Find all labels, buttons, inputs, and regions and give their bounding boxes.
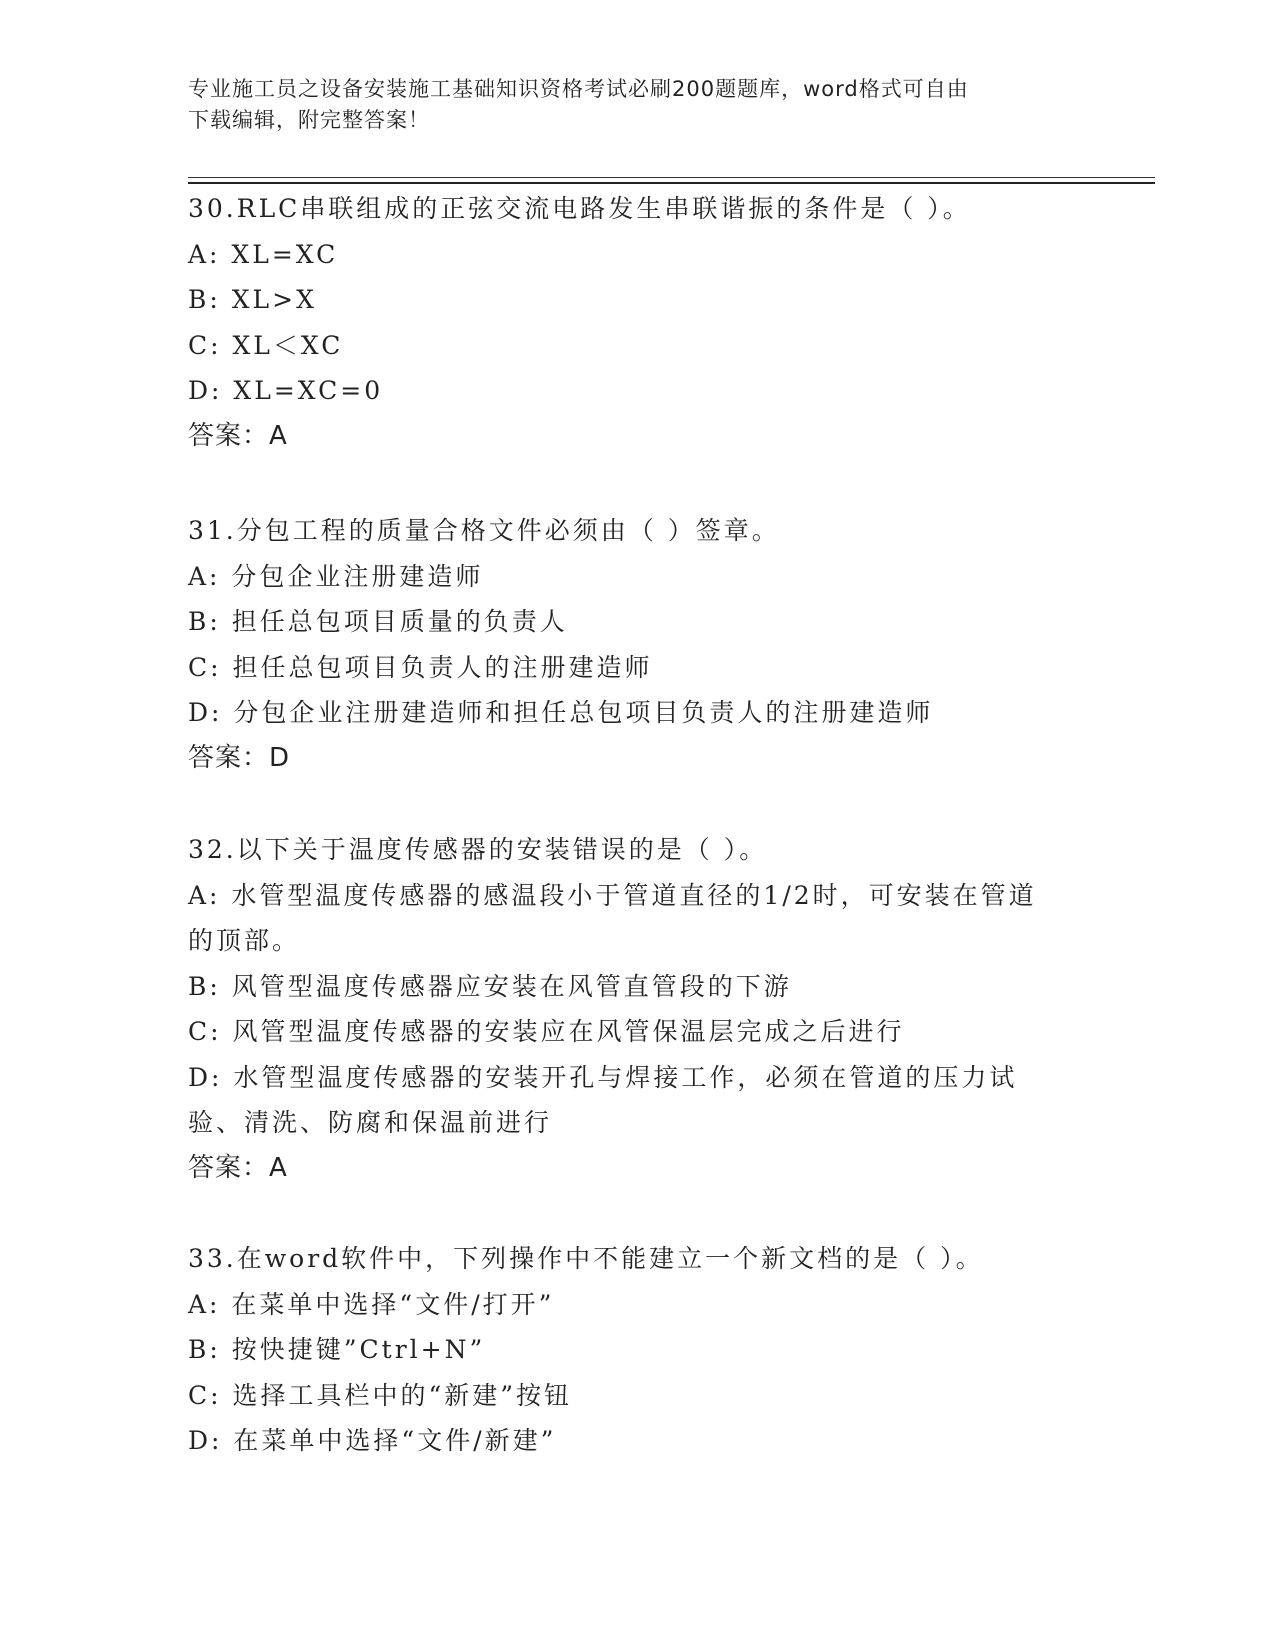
question-30 — [188, 186, 1088, 459]
option-a: A: 水管型温度传感器的感温段小于管道直径的1/2时，可安装在管道的顶部。 — [188, 880, 1037, 955]
option-b: B: 风管型温度传感器应安装在风管直管段的下游 — [188, 971, 792, 1001]
header-divider-thin — [188, 177, 1155, 178]
option-b: B: 按快捷键”Ctrl+N” — [188, 1335, 486, 1364]
answer-line: 答案：D — [188, 742, 291, 773]
option-c: C: 风管型温度传感器的安装应在风管保温层完成之后进行 — [188, 1017, 905, 1046]
header-line-2: 下载编辑，附完整答案！ — [188, 108, 430, 132]
option-c: C: 选择工具栏中的“新建”按钮 — [188, 1380, 573, 1410]
answer-line: 答案：A — [188, 420, 288, 451]
option-d: D: 在菜单中选择“文件/新建” — [188, 1426, 557, 1455]
option-c: C: XL＜XC — [188, 330, 344, 360]
option-d: D: XL=XC=0 — [188, 376, 384, 405]
question-31 — [188, 508, 1088, 781]
header-line-1: 专业施工员之设备安装施工基础知识资格考试必刷200题题库，word格式可自由 — [188, 77, 969, 101]
document-header — [188, 74, 1088, 136]
option-b: B: 担任总包项目质量的负责人 — [188, 607, 568, 636]
header-divider-thick — [188, 182, 1155, 184]
question-stem: 31.分包工程的质量合格文件必须由（ ）签章。 — [188, 516, 780, 545]
question-33 — [188, 1236, 1088, 1464]
option-a: A: XL=XC — [188, 239, 339, 269]
option-d: D: 水管型温度传感器的安装开孔与焊接工作，必须在管道的压力试验、清洗、防腐和保温前进行 — [188, 1062, 1018, 1137]
option-a: A: 分包企业注册建造师 — [188, 561, 484, 591]
answer-line: 答案：A — [188, 1152, 288, 1183]
question-32 — [188, 827, 1088, 1191]
question-stem: 32.以下关于温度传感器的安装错误的是（ ）。 — [188, 835, 768, 864]
option-d: D: 分包企业注册建造师和担任总包项目负责人的注册建造师 — [188, 698, 934, 727]
option-c: C: 担任总包项目负责人的注册建造师 — [188, 652, 653, 682]
question-stem: 30.RLC串联组成的正弦交流电路发生串联谐振的条件是（ ）。 — [188, 194, 971, 223]
option-a: A: 在菜单中选择“文件/打开” — [188, 1289, 555, 1319]
question-stem: 33.在word软件中，下列操作中不能建立一个新文档的是（ ）。 — [188, 1244, 984, 1273]
option-b: B: XL>X — [188, 285, 317, 314]
